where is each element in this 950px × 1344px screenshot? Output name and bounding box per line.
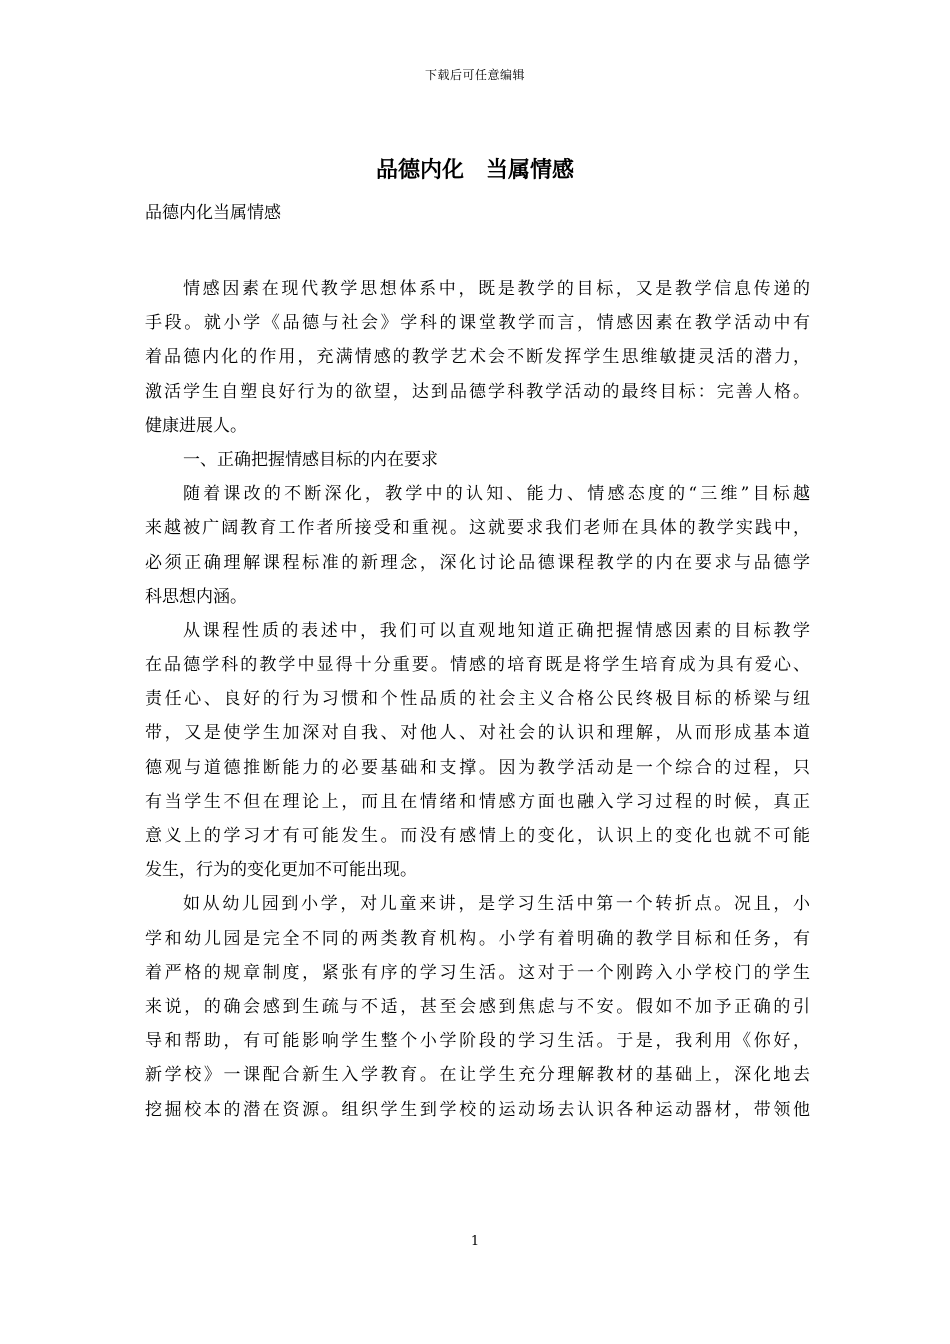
body-line: 挖掘校本的潜在资源。组织学生到学校的运动场去认识各种运动器材，带领他 [145,1099,810,1120]
body-line: 健康进展人。 [145,415,247,436]
body-line: 科思想内涵。 [145,586,247,607]
section-heading: 一、正确把握情感目标的内在要求 [183,449,438,470]
document-title: 品德内化 当属情感 [375,157,574,183]
body-line: 学和幼儿园是完全不同的两类教育机构。小学有着明确的教学目标和任务，有 [145,928,810,949]
body-line: 激活学生自塑良好行为的欲望，达到品德学科教学活动的最终目标：完善人格。 [145,381,810,402]
document-body [145,272,810,1127]
body-line: 新学校》一课配合新生入学教育。在让学生充分理解教材的基础上，深化地去 [145,1065,810,1086]
body-line: 如从幼儿园到小学，对儿童来讲，是学习生活中第一个转折点。况且，小 [183,894,810,915]
body-line: 责任心、良好的行为习惯和个性品质的社会主义合格公民终极目标的桥梁与纽 [145,689,810,710]
body-line: 意义上的学习才有可能发生。而没有感情上的变化，认识上的变化也就不可能 [145,826,810,846]
body-line: 情感因素在现代教学思想体系中，既是教学的目标，又是教学信息传递的 [183,279,810,299]
body-line: 从课程性质的表述中，我们可以直观地知道正确把握情感因素的目标教学 [183,620,810,641]
document-subtitle: 品德内化当属情感 [145,203,281,223]
body-line: 带，又是使学生加深对自我、对他人、对社会的认识和理解，从而形成基本道 [145,723,810,744]
body-line: 德观与道德推断能力的必要基础和支撑。因为教学活动是一个综合的过程，只 [145,757,810,778]
body-line: 导和帮助，有可能影响学生整个小学阶段的学习生活。于是，我利用《你好， [145,1031,810,1052]
page-header: 下载后可任意编辑 [424,68,525,82]
body-line: 手段。就小学《品德与社会》学科的课堂教学而言，情感因素在教学活动中有 [145,313,810,334]
body-line: 发生，行为的变化更加不可能出现。 [145,860,417,881]
page-number: 1 [470,1234,480,1249]
body-line: 随着课改的不断深化，教学中的认知、能力、情感态度的“三维”目标越 [183,484,810,505]
body-line: 着品德内化的作用，充满情感的教学艺术会不断发挥学生思维敏捷灵活的潜力， [145,347,810,368]
body-line: 来说，的确会感到生疏与不适，甚至会感到焦虑与不安。假如不加予正确的引 [145,996,810,1017]
body-line: 来越被广阔教育工作者所接受和重视。这就要求我们老师在具体的教学实践中， [145,518,810,539]
body-line: 必须正确理解课程标准的新理念，深化讨论品德课程教学的内在要求与品德学 [145,552,810,573]
body-line: 着严格的规章制度，紧张有序的学习生活。这对于一个刚跨入小学校门的学生 [145,962,810,983]
body-line: 有当学生不但在理论上，而且在情绪和情感方面也融入学习过程的时候，真正 [145,791,810,812]
body-line: 在品德学科的教学中显得十分重要。情感的培育既是将学生培育成为具有爱心、 [145,655,810,676]
